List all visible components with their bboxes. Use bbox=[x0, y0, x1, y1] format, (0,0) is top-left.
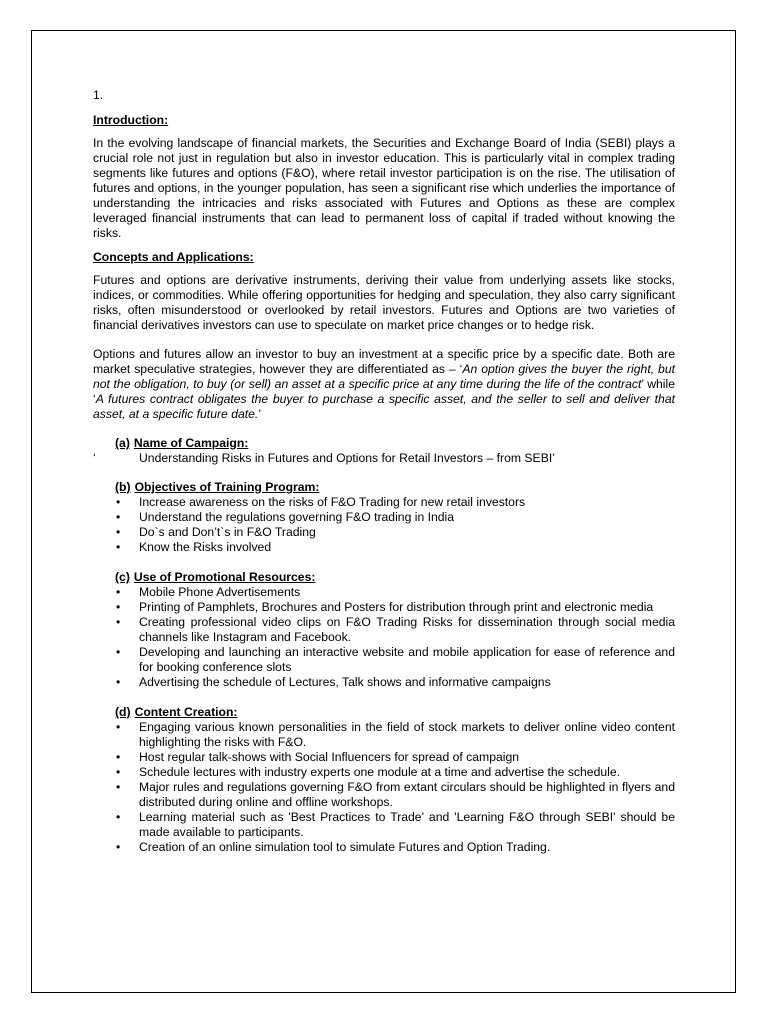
section-b bbox=[93, 480, 675, 555]
list-item: • Increase awareness on the risks of F&O Trading for new retail investors bbox=[116, 495, 526, 509]
list-item: • Schedule lectures with industry experts one module at a time and advertise the schedule. bbox=[116, 765, 621, 779]
list-item: • Engaging various known personalities in the field of stock markets to deliver online video content highlighting the risks with F&O. bbox=[116, 720, 675, 749]
bullet-icon: • bbox=[116, 810, 121, 824]
objectives-list bbox=[93, 495, 675, 555]
bullet-icon: • bbox=[116, 510, 121, 524]
content-creation-list bbox=[93, 720, 675, 855]
list-item: • Host regular talk-shows with Social Influencers for spread of campaign bbox=[116, 750, 520, 764]
bullet-icon: • bbox=[116, 750, 121, 764]
list-item: • Mobile Phone Advertisements bbox=[116, 585, 301, 599]
bullet-icon: • bbox=[116, 645, 121, 659]
list-item: • Do`s and Don’t`s in F&O Trading bbox=[116, 525, 316, 539]
para2-start: Options and futures allow an investor to buy an investment at a specific price by a specific date. Both are market speculative strategies, however they are differentiated as – ‘ bbox=[93, 347, 675, 376]
bullet-icon: • bbox=[116, 525, 121, 539]
section-b-title: (b) Objectives of Training Program: bbox=[115, 480, 320, 494]
list-item: • Printing of Pamphlets, Brochures and Posters for distribution through print and electronic media bbox=[116, 600, 654, 614]
list-item: • Learning material such as 'Best Practices to Trade' and 'Learning F&O through SEBI' should be made available to participants. bbox=[116, 810, 675, 839]
bullet-icon: • bbox=[116, 780, 121, 794]
option-definition: An option gives the buyer the right, but not the obligation, to buy (or sell) an asset at a specific price at any time during the life of the contract bbox=[93, 362, 675, 391]
para2-mid: ’ while ‘ bbox=[93, 377, 675, 406]
list-item: • Know the Risks involved bbox=[116, 540, 272, 554]
section-number: 1. bbox=[93, 88, 104, 102]
bullet-icon: • bbox=[116, 540, 121, 554]
section-a-title: (a) Name of Campaign: bbox=[115, 436, 249, 450]
bullet-icon: • bbox=[116, 495, 121, 509]
bullet-icon: • bbox=[116, 720, 121, 734]
list-item: • Creating professional video clips on F&O Trading Risks for dissemination through social media channels like Instagram and Facebook. bbox=[116, 615, 675, 644]
list-item: • Creation of an online simulation tool to simulate Futures and Option Trading. bbox=[116, 840, 551, 854]
list-item: • Developing and launching an interactive website and mobile application for ease of reference and for booking conference slots bbox=[116, 645, 675, 674]
section-c bbox=[93, 570, 675, 690]
document-body bbox=[93, 88, 675, 855]
list-item: • Advertising the schedule of Lectures, Talk shows and informative campaigns bbox=[116, 675, 551, 689]
bullet-icon: • bbox=[116, 585, 121, 599]
bullet-icon: • bbox=[116, 765, 121, 779]
concepts-paragraph-2 bbox=[93, 347, 675, 422]
concepts-heading: Concepts and Applications: bbox=[93, 250, 254, 264]
section-c-title: (c) Use of Promotional Resources: bbox=[115, 570, 316, 584]
section-a bbox=[93, 436, 675, 466]
list-item: • Understand the regulations governing F&O trading in India bbox=[116, 510, 455, 524]
section-d bbox=[93, 705, 675, 855]
bullet-icon: • bbox=[116, 840, 121, 854]
list-item: • Major rules and regulations governing F&O from extant circulars should be highlighted in flyers and distributed during online and offline workshops. bbox=[116, 780, 675, 809]
introduction-paragraph: In the evolving landscape of financial markets, the Securities and Exchange Board of India (SEBI) plays a crucial role not just in regulation but also in investor education. This is particularly vital in complex trading segments like futures and options (F&O), where retail investor participation is on the rise. The utilisation of futures and options, in the younger population, has seen a significant rise which underlies the importance of understanding the intricacies and risks associated with Futures and Options as these are complex leveraged financial instruments that can lead to permanent loss of capital if traded without knowing the risks. bbox=[93, 136, 675, 240]
bullet-icon: • bbox=[116, 615, 121, 629]
bullet-icon: • bbox=[116, 675, 121, 689]
campaign-name: ‘ Understanding Risks in Futures and Options for Retail Investors – from SEBI’ bbox=[93, 451, 555, 465]
introduction-heading: Introduction: bbox=[93, 113, 169, 127]
bullet-icon: • bbox=[116, 600, 121, 614]
concepts-paragraph-1: Futures and options are derivative instruments, deriving their value from underlying assets like stocks, indices, or commodities. While offering opportunities for hedging and speculation, they also carry significant risks, often misunderstood or overlooked by retail investors. Futures and Options are two varieties of financial derivatives investors can use to speculate on market price changes or to hedge risk. bbox=[93, 273, 675, 332]
promotional-resources-list bbox=[93, 585, 675, 690]
stray-quote-mark: ‘ bbox=[93, 451, 96, 465]
futures-definition: A futures contract obligates the buyer to purchase a specific asset, and the seller to sell and deliver that asset, at a specific future date. bbox=[93, 392, 675, 421]
para2-end: ’ bbox=[258, 407, 262, 421]
section-d-title: (d) Content Creation: bbox=[115, 705, 238, 719]
